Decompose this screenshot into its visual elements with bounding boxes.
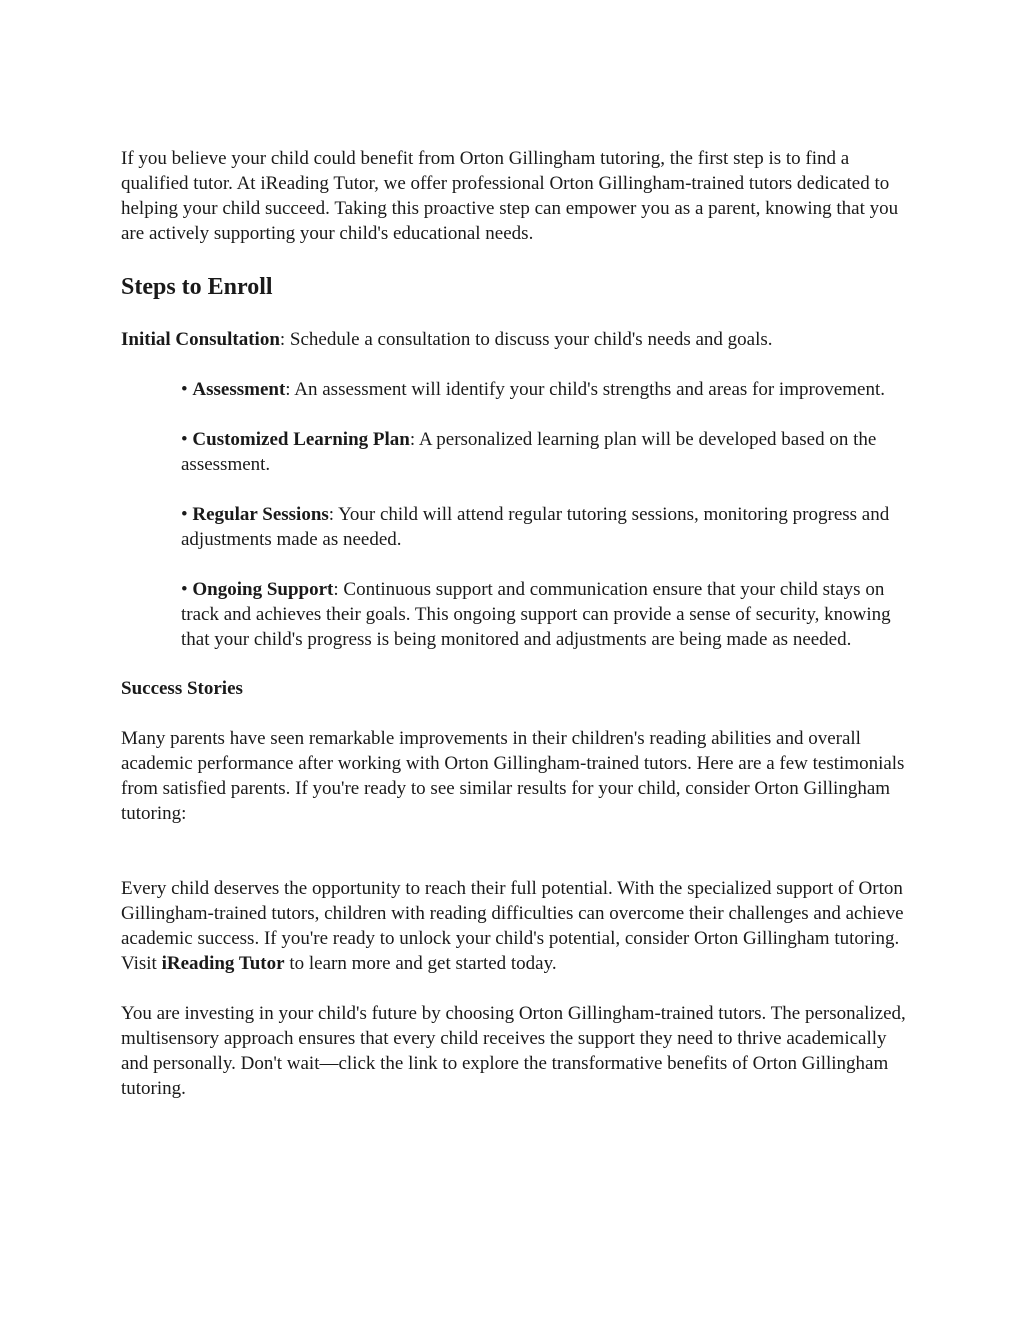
bullet-icon: • (181, 579, 188, 600)
final-paragraph: You are investing in your child's future by choosing Orton Gillingham-trained tutors. The personalized, multisensory approach ensures that every child receives the support they need to thrive academically and personally. Don't wait—click the link to explore the transformative benefits of Orton Gillingham tutoring. (121, 1003, 906, 1099)
step-text: : A personalized learning plan will be developed based on the assessment. (181, 429, 877, 475)
bullet-icon: • (181, 379, 188, 400)
steps-list (181, 377, 911, 652)
testimonials-paragraph: Many parents have seen remarkable improvements in their children's reading abilities and overall academic performance after working with Orton Gillingham-trained tutors. Here are a few testimonials from satisfied parents. If you're ready to see similar results for your child, consider Orton Gillingham tutoring: (121, 728, 905, 824)
closing-paragraph (121, 876, 911, 976)
steps-heading: Steps to Enroll (121, 274, 273, 300)
closing-text-after: to learn more and get started today. (284, 953, 557, 974)
step-text: : An assessment will identify your child's strengths and areas for improvement. (285, 379, 885, 400)
step-label: Regular Sessions (192, 504, 329, 525)
step-label: Assessment (192, 379, 286, 400)
consultation-text: : Schedule a consultation to discuss your child's needs and goals. (279, 329, 773, 350)
step-label: Customized Learning Plan (192, 429, 410, 450)
consultation-paragraph (121, 327, 911, 352)
bullet-icon: • (181, 504, 188, 525)
success-stories-heading: Success Stories (121, 678, 243, 699)
list-item (181, 377, 911, 402)
step-text: : Your child will attend regular tutoring sessions, monitoring progress and adjustments made as needed. (181, 504, 890, 550)
bullet-icon: • (181, 429, 188, 450)
list-item (181, 427, 911, 477)
list-item (181, 502, 911, 552)
closing-text-before: Every child deserves the opportunity to reach their full potential. With the specialized support of Orton Gillingham-trained tutors, children with reading difficulties can overcome their challenges and achieve academic success. If you're ready to unlock your child's potential, consider Orton Gillingham tutoring. Visit (121, 878, 904, 974)
step-label: Ongoing Support (192, 579, 334, 600)
ireading-tutor-link[interactable]: iReading Tutor (161, 953, 285, 974)
list-item (181, 577, 911, 652)
step-text: : Continuous support and communication ensure that your child stays on track and achieves their goals. This ongoing support can provide a sense of security, knowing that your child's progress is being monitored and adjustments are being made as needed. (181, 579, 891, 650)
document-page (121, 146, 911, 1101)
intro-paragraph: If you believe your child could benefit from Orton Gillingham tutoring, the first step is to find a qualified tutor. At iReading Tutor, we offer professional Orton Gillingham-trained tutors dedicated to helping your child succeed. Taking this proactive step can empower you as a parent, knowing that you are actively supporting your child's educational needs. (121, 148, 899, 244)
consultation-label: Initial Consultation (121, 329, 280, 350)
